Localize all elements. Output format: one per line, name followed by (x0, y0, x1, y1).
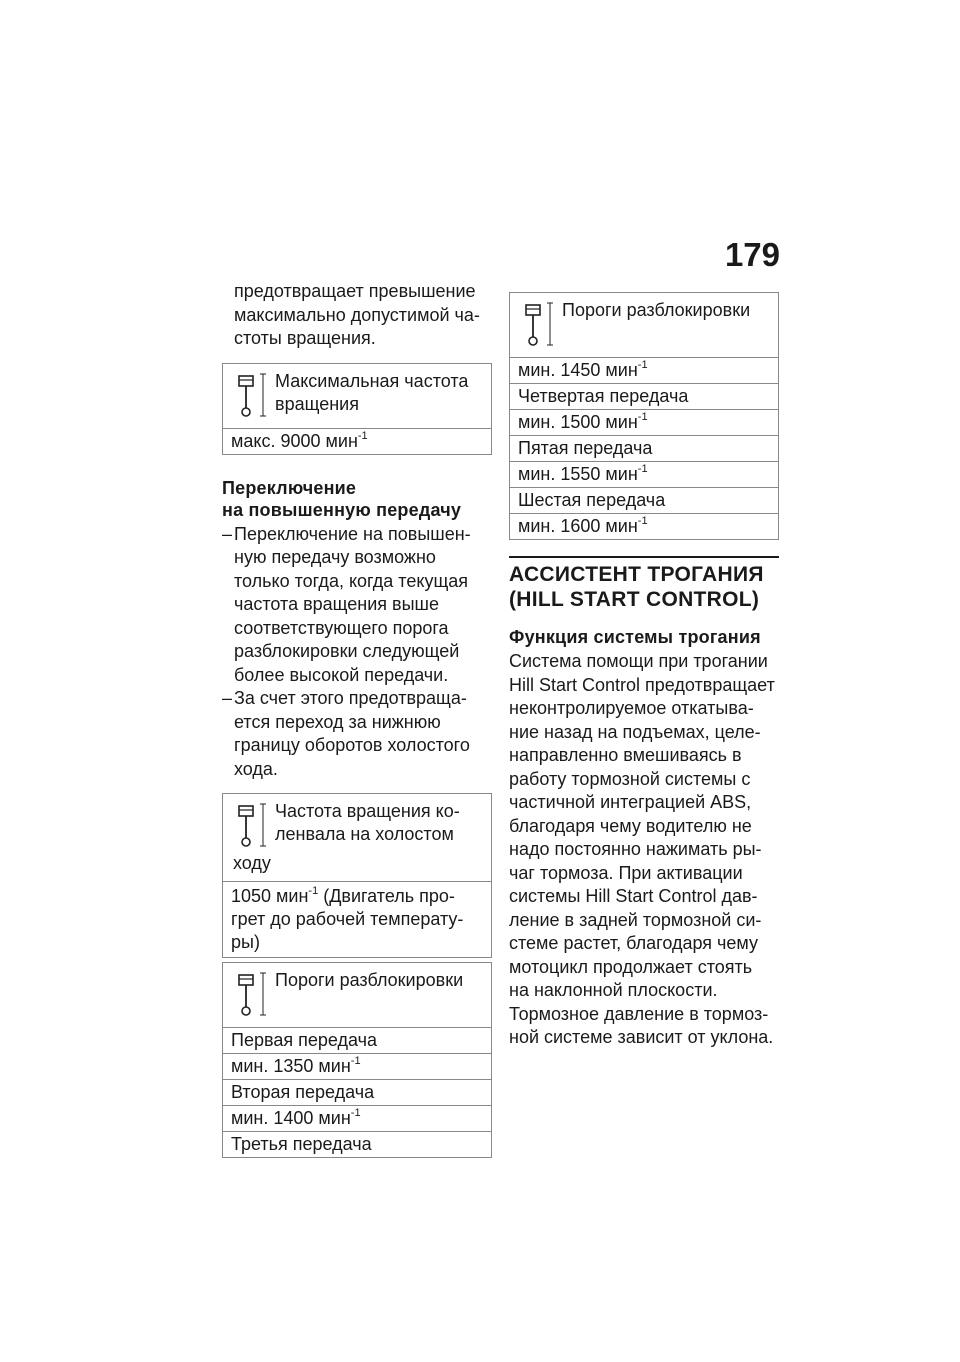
unit-superscript: -1 (350, 1055, 361, 1067)
unit-superscript: -1 (637, 515, 648, 527)
text-line: мотоцикл продолжает стоять (509, 956, 753, 977)
row-text: мин. 1550 мин (518, 464, 638, 484)
spec-value-note: грет до рабочей температу- (231, 909, 464, 929)
spec-row (510, 410, 778, 436)
text-line: ется переход за нижнюю (234, 711, 441, 732)
row-text: Шестая передача (518, 490, 666, 510)
text-line: благодаря чему водителю не (509, 815, 752, 836)
spec-row (510, 436, 778, 462)
text-line: разблокировки следующей (234, 641, 460, 661)
row-text: мин. 1350 мин (231, 1056, 351, 1076)
spec-value-row (223, 429, 491, 454)
row-text: Вторая передача (231, 1082, 375, 1102)
text-line: хода. (234, 758, 278, 779)
engine-piston-icon (233, 802, 269, 852)
text-line: Тормозное давление в тормоз- (509, 1003, 769, 1024)
unit-superscript: -1 (350, 1107, 361, 1119)
spec-row (510, 488, 778, 514)
text-line: чаг тормоза. При активации (509, 862, 743, 883)
spec-row (510, 514, 778, 539)
spec-row (223, 1028, 491, 1054)
row-text: мин. 1600 мин (518, 516, 638, 536)
spec-row (223, 1080, 491, 1106)
shift-heading (222, 477, 492, 521)
spec-row (510, 358, 778, 384)
section-title-line: (HILL START CONTROL) (509, 588, 760, 611)
text-line: Система помощи при трогании (509, 651, 768, 671)
text-line: на наклонной плоскости. (509, 980, 718, 1000)
text-line: системы Hill Start Control дав- (509, 886, 758, 906)
row-text: мин. 1500 мин (518, 412, 638, 432)
thresholds-spec-box-continued (509, 292, 779, 540)
engine-piston-icon (233, 971, 269, 1021)
engine-piston-icon (233, 372, 269, 422)
text-line: частичной интеграцией ABS, (509, 792, 752, 812)
text-line: частота вращения выше (234, 594, 439, 614)
spec-value: 1050 мин (231, 886, 309, 906)
dash-marker: – (222, 523, 233, 544)
spec-value-note: (Двигатель про- (318, 886, 455, 906)
section-title-line: АССИСТЕНТ ТРОГАНИЯ (509, 563, 764, 586)
text-line: направленно вмешиваясь в (509, 745, 742, 765)
spec-title (275, 370, 468, 422)
spec-value-note: ры) (231, 932, 260, 952)
subheading: Функция системы трогания (509, 627, 761, 647)
spec-row (510, 462, 778, 488)
unit-superscript: -1 (637, 463, 648, 475)
spec-title: Пороги разблокировки (275, 970, 464, 990)
max-speed-spec-box (222, 363, 492, 455)
thresholds-spec-box (222, 962, 492, 1158)
text-line: только тогда, когда текущая (234, 570, 469, 591)
spec-title: Пороги разблокировки (562, 300, 751, 320)
idle-speed-spec-box (222, 793, 492, 958)
spec-header (223, 794, 491, 882)
row-text: Третья передача (231, 1134, 372, 1154)
intro-paragraph (222, 280, 492, 351)
right-column (509, 292, 779, 1050)
left-column (222, 280, 492, 1158)
bullet-item (222, 687, 492, 781)
row-text: Пятая передача (518, 438, 653, 458)
spec-header (510, 293, 778, 358)
page-number: 179 (724, 236, 780, 273)
text-line: За счет этого предотвраща- (234, 688, 467, 708)
spec-title-line: Частота вращения ко- (275, 801, 460, 821)
spec-row (223, 1132, 491, 1157)
dash-marker: – (222, 688, 233, 708)
spec-row (223, 1054, 491, 1080)
text-line: надо постоянно нажимать ры- (509, 839, 762, 859)
spec-header (223, 963, 491, 1028)
spec-title-line: ленвала на холостом (275, 824, 454, 844)
heading-line: на повышенную передачу (222, 499, 462, 520)
unit-superscript: -1 (357, 429, 368, 442)
text-line: границу оборотов холостого (234, 735, 470, 755)
text-line: соответствующего порога (234, 617, 449, 638)
text-line: ной системе зависит от уклона. (509, 1027, 774, 1047)
row-text: Четвертая передача (518, 386, 689, 406)
text-line: стеме растет, благодаря чему (509, 933, 759, 953)
text-line: работу тормозной системы с (509, 768, 751, 789)
body-paragraph (509, 650, 779, 1050)
row-text: мин. 1400 мин (231, 1108, 351, 1128)
section-title (509, 556, 779, 612)
spec-row (223, 1106, 491, 1132)
row-text: Первая передача (231, 1030, 377, 1050)
text-line: предотвращает превышение (234, 281, 476, 301)
text-line: ную передачу возможно (234, 547, 436, 567)
text-line: стоты вращения. (234, 328, 376, 348)
spec-value-row (223, 882, 491, 957)
spec-row (510, 384, 778, 410)
text-line: Hill Start Control предотвращает (509, 674, 775, 695)
spec-header (223, 364, 491, 429)
text-line: ние назад на подъемах, целе- (509, 721, 761, 742)
text-line: Переключение на повышен- (234, 523, 471, 544)
row-text: мин. 1450 мин (518, 360, 638, 380)
unit-superscript: -1 (637, 411, 648, 423)
text-line: более высокой передачи. (234, 664, 449, 685)
spec-title-line: ходу (233, 853, 271, 873)
text-line: максимально допустимой ча- (234, 304, 480, 325)
engine-piston-icon (520, 301, 556, 351)
spec-title-line: вращения (275, 393, 359, 414)
spec-value: макс. 9000 мин (231, 430, 358, 451)
unit-superscript: -1 (637, 359, 648, 371)
bullet-item (222, 523, 492, 688)
heading-line: Переключение (222, 477, 357, 498)
text-line: неконтролируемое откатыва- (509, 698, 754, 718)
spec-title-line: Максимальная частота (275, 370, 469, 391)
text-line: ление в задней тормозной си- (509, 909, 762, 930)
unit-superscript: -1 (308, 885, 319, 897)
